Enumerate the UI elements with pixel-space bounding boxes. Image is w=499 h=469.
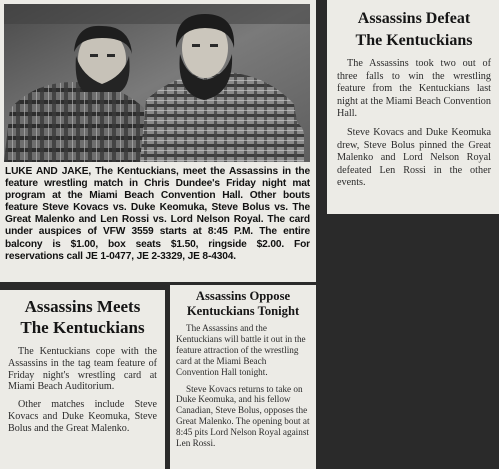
photo-clipping: [0, 0, 316, 282]
wrestlers-photo: [4, 4, 310, 162]
article-oppose-paragraph: The Assassins and the Kentuckians will battle it out in the feature attraction of the wrestling card at the Miami Beach Convention Hall tonight.: [176, 323, 306, 377]
article-meets-paragraph: The Kentuckians cope with the Assassins in the tag team feature of Friday night's wrestling card at Miami Beach Auditorium.: [8, 346, 157, 393]
article-oppose-body: [176, 323, 310, 449]
article-assassins-meets: [0, 290, 165, 469]
photo-caption: [5, 166, 310, 263]
article-assassins-oppose: [170, 285, 316, 469]
article-meets-body: [8, 346, 157, 435]
headline-line-1: Assassins Oppose: [195, 289, 291, 303]
article-meets-paragraph: Other matches include Steve Kovacs and Duke Keomuka, Steve Bolus and the Great Malenko.: [8, 399, 157, 434]
photo-caption-text: LUKE AND JAKE, The Kentuckians, meet the Assassins in the feature wrestling match in Chris Dundee's Friday night mat program at the Miami Beach Convention Hall. Other bouts feature Steve Kovacs vs. Duke Keomuka, Steve Bolus vs. The Great Malenko and Len Rossi vs. Lord Nelson Royal. The card under auspices of VFW 3559 starts at 8:45 P.M. The entire balcony is $1.00, box seats $1.50, ringside $2.00. For reservations call JE 1-0477, JE 2-3329, JE 8-4304.: [5, 166, 310, 262]
article-oppose-headline: [176, 289, 310, 319]
headline-line-2: The Kentuckians: [355, 32, 473, 49]
article-defeat-paragraph: The Assassins took two out of three falls to win the wrestling feature from the Kentuckians last night at the Miami Beach Convention Hall.: [337, 58, 491, 120]
article-assassins-defeat: [327, 0, 499, 214]
article-oppose-paragraph: Steve Kovacs returns to take on Duke Keomuka, and his fellow Canadian, Steve Bolus, opposes the Great Malenko. The opening bout at 8:45 pits Lord Nelson Royal against Len Rossi.: [176, 383, 310, 449]
article-defeat-headline: [337, 8, 491, 52]
headline-line-1: Assassins Meets: [24, 297, 141, 316]
wrestlers-photo-image: [4, 4, 310, 162]
article-defeat-paragraph: Steve Kovacs and Duke Keomuka drew, Steve Bolus pinned the Great Malenko and Lord Nelson Royal defeated Len Rossi in the other events.: [337, 126, 491, 189]
article-meets-headline: [8, 296, 157, 338]
article-defeat-body: [337, 58, 491, 190]
headline-line-1: Assassins Defeat: [357, 10, 471, 27]
headline-line-2: The Kentuckians: [20, 318, 145, 337]
headline-line-2: Kentuckians Tonight: [186, 304, 300, 318]
